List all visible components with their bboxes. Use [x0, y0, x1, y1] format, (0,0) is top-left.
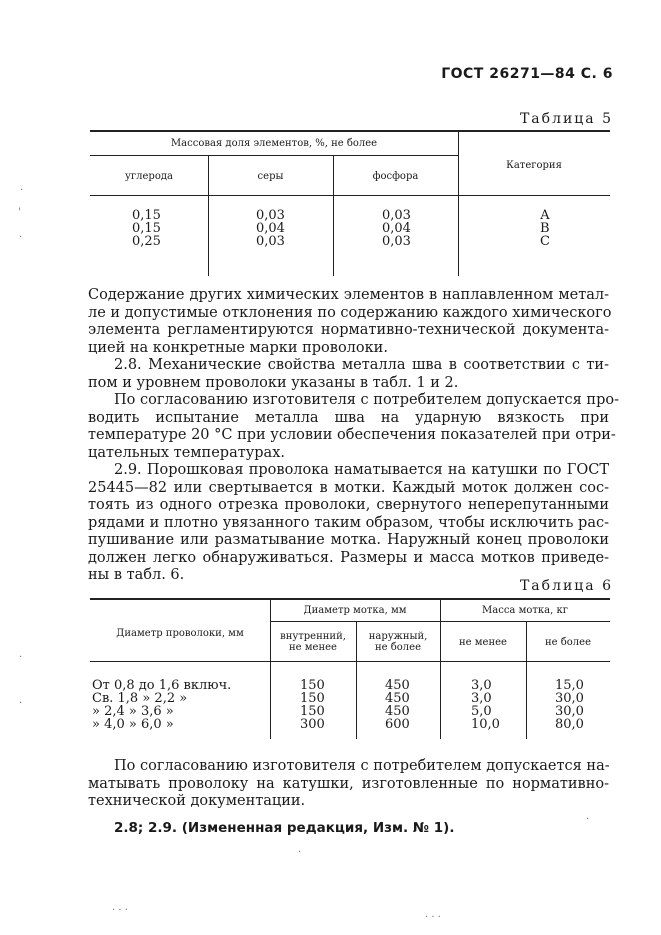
text-line: 25445—82 или свертывается в мотки. Каждый моток должен сос-: [88, 479, 609, 496]
text-line: ле и допустимые отклонения по содержанию каждого химического: [88, 304, 612, 321]
text-line: должен легко обнаруживаться. Размеры и масса мотков приведе-: [88, 549, 609, 566]
table5-cell: С: [540, 234, 550, 249]
table5-group-header: Массовая доля элементов, %, не более: [170, 138, 378, 149]
scan-speck: ·: [298, 847, 302, 858]
text-line: цией на конкретные марки проволоки.: [88, 339, 388, 356]
table6-cell: 600: [385, 717, 410, 732]
table6-cell: 150: [300, 678, 325, 693]
scan-speck: ·: [19, 698, 23, 709]
scan-speck: · · ·: [425, 912, 441, 923]
table5-header-phosphorus: фосфора: [372, 171, 419, 182]
paragraph-impact-test: [88, 392, 619, 462]
page-header: ГОСТ 26271—84 С. 6: [441, 66, 613, 82]
scan-speck: ·: [19, 652, 23, 663]
text-line: пушивание или разматывание мотка. Наружный конец проволоки: [88, 532, 609, 548]
text-line: рядами и плотно увязанного таким образом, чтобы исключить рас-: [88, 514, 609, 531]
text-line: цательных температурах.: [88, 444, 285, 461]
table5-header-carbon: углерода: [125, 171, 173, 182]
table6-header-mass: Масса мотка, кг: [482, 605, 568, 616]
paragraph-2-9: [88, 462, 609, 585]
table6-header-inner: [270, 631, 356, 653]
table5-caption: Таблица 5: [519, 111, 613, 127]
table5-cell: 0,03: [256, 208, 285, 223]
table6-header-min: не менее: [459, 637, 507, 648]
scan-speck: ': [18, 207, 21, 218]
text-line: 2.8. Механические свойства металла шва в соответствии с ти-: [114, 357, 609, 373]
table6-cell: 150: [300, 704, 325, 719]
table6-cell: 3,0: [471, 678, 492, 693]
table5-cell: 0,03: [382, 234, 411, 249]
table6-vline: [270, 599, 271, 739]
table6-cell: 3,0: [471, 691, 492, 706]
table6-cell: 30,0: [555, 704, 584, 719]
table5-header-category: Категория: [506, 160, 562, 171]
table5-cell: 0,15: [132, 221, 161, 236]
table6-cell: 300: [300, 717, 325, 732]
table5-cell: 0,03: [382, 208, 411, 223]
table5-top-rule: [90, 130, 610, 132]
table6-top-rule: [90, 598, 610, 600]
table5-cell: 0,25: [132, 234, 161, 249]
table5-group-rule: [90, 155, 458, 156]
table5-header-sulfur: серы: [257, 171, 284, 182]
table6-cell: 30,0: [555, 691, 584, 706]
header-line: не более: [375, 642, 421, 653]
header-line: внутренний,: [280, 631, 346, 642]
text-line: 2.9. Порошковая проволока наматывается на катушки по ГОСТ: [114, 462, 609, 478]
table6-cell: Св. 1,8 » 2,2 »: [92, 691, 188, 706]
scan-speck: ·: [586, 814, 590, 825]
table6-header-max: не более: [545, 637, 591, 648]
scan-speck: ·: [20, 185, 24, 196]
table6-header-coil: Диаметр мотка, мм: [303, 605, 407, 616]
table5-cell: 0,04: [382, 221, 411, 236]
text-line: температуре 20 °С при условии обеспечения показателей при отри-: [88, 427, 616, 443]
table6-header-wire: Диаметр проволоки, мм: [116, 628, 244, 639]
table6-vline: [440, 599, 441, 739]
table6-cell: 80,0: [555, 717, 584, 732]
table6-cell: 450: [385, 704, 410, 719]
text-line: тоять из одного отрезка проволоки, свернутого неперепутанными: [88, 497, 609, 513]
table5-cell: А: [540, 208, 550, 223]
text-line: По согласованию изготовителя с потребителем допускается на-: [114, 758, 610, 774]
paragraph-other-elements: [88, 287, 612, 357]
scan-speck: · · ·: [112, 905, 128, 916]
text-line: элемента регламентируются нормативно-технической документа-: [88, 322, 609, 338]
table5-header-rule: [90, 195, 610, 196]
paragraph-2-8: [88, 357, 609, 392]
table6-cell: » 4,0 » 6,0 »: [92, 717, 174, 732]
table5-vline: [458, 196, 459, 276]
table6-cell: 15,0: [555, 678, 584, 693]
table6-header-outer: [356, 631, 440, 653]
table6-cell: 450: [385, 691, 410, 706]
table6-caption: Таблица 6: [519, 578, 613, 594]
table6-cell: 10,0: [471, 717, 500, 732]
table6-header-rule: [90, 661, 610, 662]
table5-cell: 0,03: [256, 234, 285, 249]
amendment-note: 2.8; 2.9. (Измененная редакция, Изм. № 1).: [114, 820, 455, 836]
table6-cell: От 0,8 до 1,6 включ.: [92, 678, 232, 693]
text-line: матывать проволоку на катушки, изготовленные по нормативно-: [88, 775, 609, 792]
table5-cell: 0,15: [132, 208, 161, 223]
header-line: наружный,: [368, 631, 428, 642]
text-line: Содержание других химических элементов в наплавленном метал-: [88, 287, 609, 303]
text-line: ны в табл. 6.: [88, 567, 185, 583]
text-line: пом и уровнем проволоки указаны в табл. 1 и 2.: [88, 374, 459, 391]
table6-cell: 450: [385, 678, 410, 693]
text-line: По согласованию изготовителя с потребителем допускается про-: [114, 392, 619, 408]
text-line: технической документации.: [88, 793, 306, 809]
header-line: не менее: [289, 642, 337, 653]
text-line: водить испытание металла шва на ударную вязкость при: [88, 409, 609, 426]
scan-speck: ·: [19, 232, 23, 243]
table6-cell: 150: [300, 691, 325, 706]
table6-cell: » 2,4 » 3,6 »: [92, 704, 174, 719]
table5-cell: В: [540, 221, 550, 236]
table5-cell: 0,04: [256, 221, 285, 236]
paragraph-spools: [88, 758, 609, 811]
table6-cell: 5,0: [471, 704, 492, 719]
